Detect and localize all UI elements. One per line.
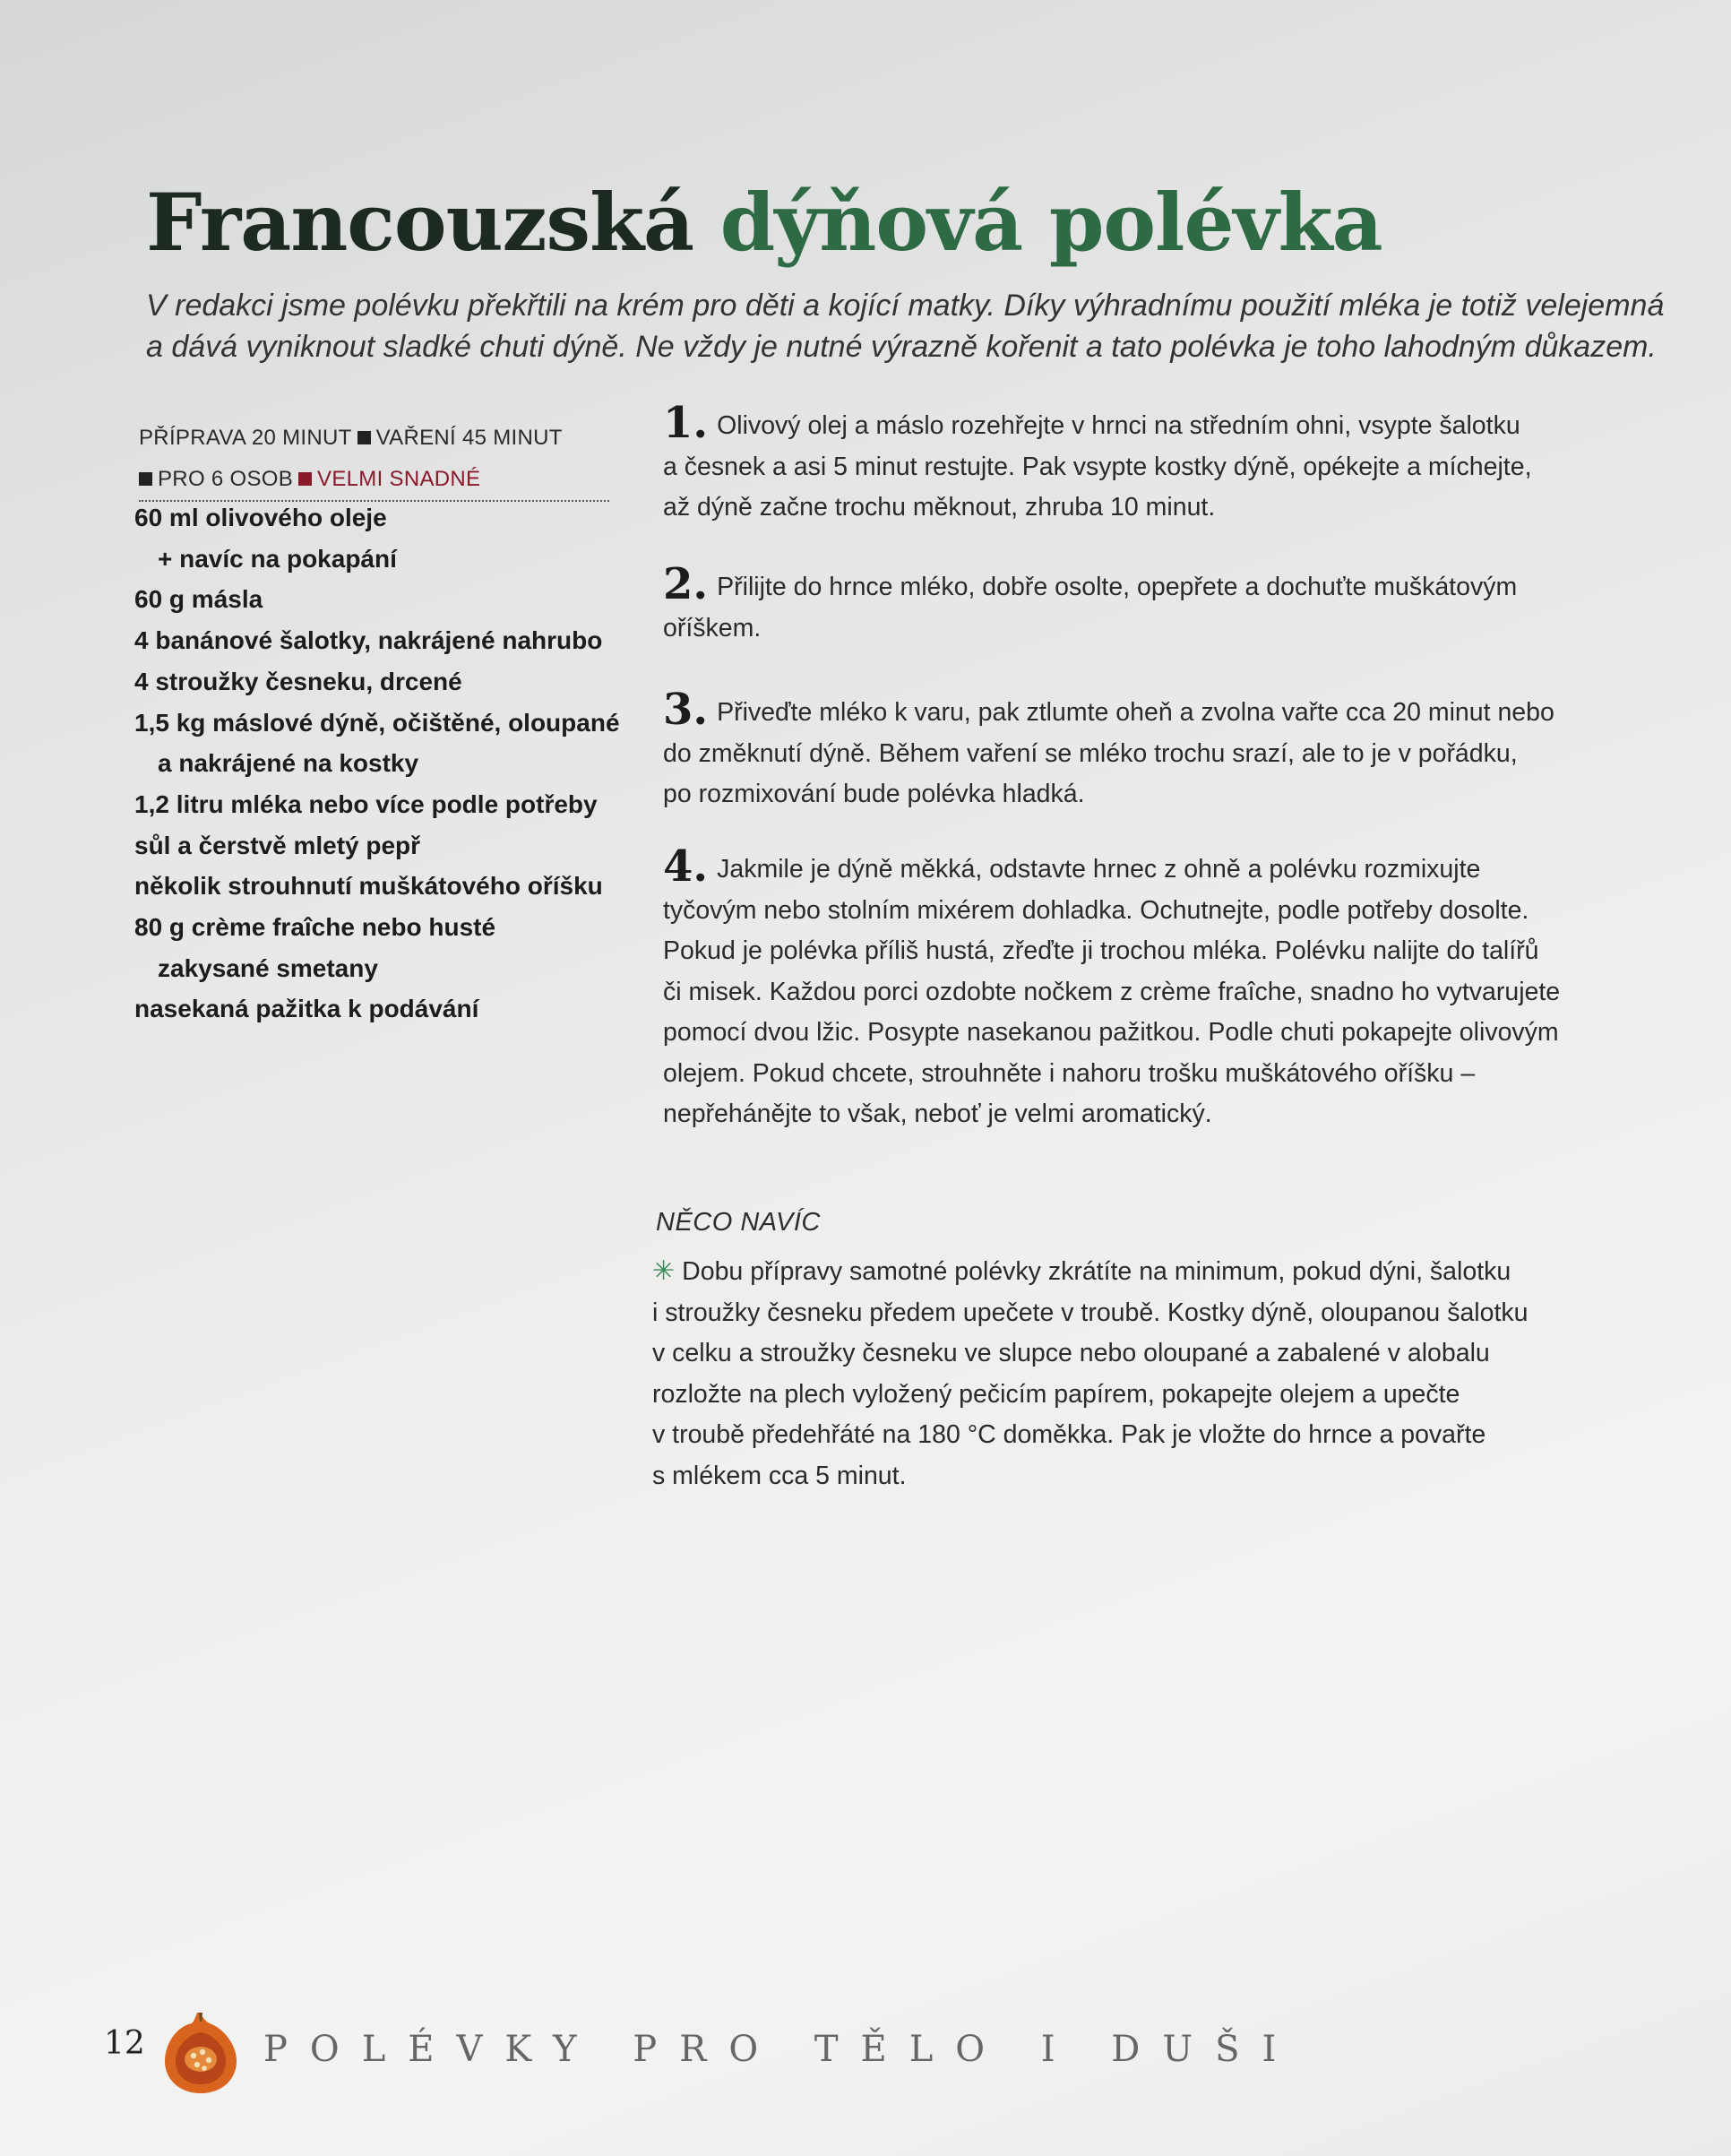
extra-line: rozložte na plech vyložený pečicím papírem, pokapejte olejem a upečte [652,1379,1460,1409]
recipe-title-part2: dýňová polévka [719,176,1382,269]
extra-line [652,1251,1529,1293]
extra-line: v celku a stroužky česneku ve slupce nebo oloupané a zabalené v alobalu [652,1339,1490,1367]
step-text: Olivový olej a máslo rozehřejte v hrnci na středním ohni, vsypte šalotku [717,411,1520,440]
prep-time: PŘÍPRAVA 20 MINUT [139,426,352,450]
extra-line: s mlékem cca 5 minut. [652,1461,907,1490]
ingredient-item: nasekaná pažitka k podávání [134,995,479,1023]
extra-text: Dobu přípravy samotné polévky zkrátíte na minimum, pokud dýni, šalotku [682,1257,1511,1286]
ingredient-item: 1,2 litru mléka nebo více podle potřeby [134,789,598,818]
ingredient-item: 1,5 kg máslové dýně, očištěné, oloupané [134,708,620,737]
step-line: oříškem. [663,613,762,642]
ingredient-item: sůl a čerstvě mletý pepř [134,831,421,859]
step-text: Přiveďte mléko k varu, pak ztlumte oheň a zvolna vařte cca 20 minut nebo [717,698,1554,727]
intro-line: V redakci jsme polévku překřtili na krém pro děti a kojící matky. Díky výhradnímu použití mléka je totiž velejemná [146,289,1665,323]
method-step [663,685,1554,815]
step-line: po rozmixování bude polévka hladká. [663,780,1085,808]
red-square-bullet-icon [298,472,312,486]
ingredient-item: několik strouhnutí muškátového oříšku [134,872,603,901]
difficulty: VELMI SNADNÉ [317,467,481,491]
step-line: pomocí dvou lžic. Posypte nasekanou pažitkou. Podle chuti pokapejte olivovým [663,1018,1559,1047]
extra-tip [652,1251,1529,1496]
ingredient-list [134,497,636,1030]
recipe-title-part1: Francouzská [146,176,694,269]
asterisk-icon: ✳ [652,1256,676,1286]
step-text: Jakmile je dýně měkká, odstavte hrnec z ohně a polévku rozmixujte [717,855,1481,884]
step-line: Pokud je polévka příliš hustá, zřeďte ji trochou mléka. Polévku nalijte do talířů [663,936,1539,965]
step-line [663,559,1518,609]
step-line: nepřehánějte to však, neboť je velmi aromatický. [663,1100,1212,1128]
ingredient-item: + navíc na pokapání [158,544,397,573]
page-number: 12 [104,2025,145,2062]
step-line: tyčovým nebo stolním mixérem dohladka. Ochutnejte, podle potřeby dosolte. [663,895,1529,925]
page-footer [104,2009,1299,2090]
step-number: 1. [663,398,709,448]
ingredient-item: zakysané smetany [158,953,378,982]
step-number: 4. [663,841,709,892]
ingredient-item: 4 stroužky česneku, drcené [134,667,462,695]
meta-time-row [139,418,609,459]
step-line [663,841,1560,892]
method-step [663,559,1518,649]
square-bullet-icon [139,472,152,486]
recipe-meta [139,418,609,502]
extra-heading: NĚCO NAVÍC [656,1208,821,1237]
recipe-title [146,176,1382,269]
cook-time: VAŘENÍ 45 MINUT [375,426,563,450]
step-line [663,685,1554,735]
step-text: Přilijte do hrnce mléko, dobře osolte, opepřete a dochuťte muškátovým [717,573,1518,601]
ingredient-item: 60 g másla [134,585,263,614]
method-step [663,398,1532,529]
ingredient-item: 60 ml olivového oleje [134,504,387,531]
ingredient-item: 4 banánové šalotky, nakrájené nahrubo [134,626,603,655]
running-head: POLÉVKY PRO TĚLO I DUŠI [263,2029,1299,2070]
ingredient-item: a nakrájené na kostky [158,749,419,778]
step-line [663,398,1532,448]
step-number: 3. [663,685,709,735]
step-line: až dýně začne trochu měknout, zhruba 10 minut. [663,493,1216,522]
step-line: olejem. Pokud chcete, strouhněte i nahoru trošku muškátového oříšku – [663,1058,1476,1088]
method-step [663,841,1561,1135]
square-bullet-icon [357,431,371,444]
meta-servings-row [139,459,609,502]
extra-line: v troubě předehřáté na 180 °C doměkka. Pak je vložte do hrnce a povařte [652,1420,1486,1449]
servings: PRO 6 OSOB [158,467,294,491]
step-line: do změknutí dýně. Během vaření se mléko trochu srazí, ale to je v pořádku, [663,738,1518,768]
pumpkin-slice-icon [159,2009,240,2097]
step-line: a česnek a asi 5 minut restujte. Pak vsypte kostky dýně, opékejte a míchejte, [663,452,1532,481]
extra-line: i stroužky česneku předem upečete v troubě. Kostky dýně, oloupanou šalotku [652,1298,1529,1327]
step-line: či misek. Každou porci ozdobte nočkem z crème fraîche, snadno ho vytvarujete [663,977,1561,1006]
recipe-intro [146,285,1665,367]
intro-line: a dává vyniknout sladké chuti dýně. Ne vždy je nutné výrazně kořenit a tato polévka je toho lahodným důkazem. [146,330,1657,364]
ingredient-item: 80 g crème fraîche nebo husté [134,913,496,942]
step-number: 2. [663,559,709,609]
